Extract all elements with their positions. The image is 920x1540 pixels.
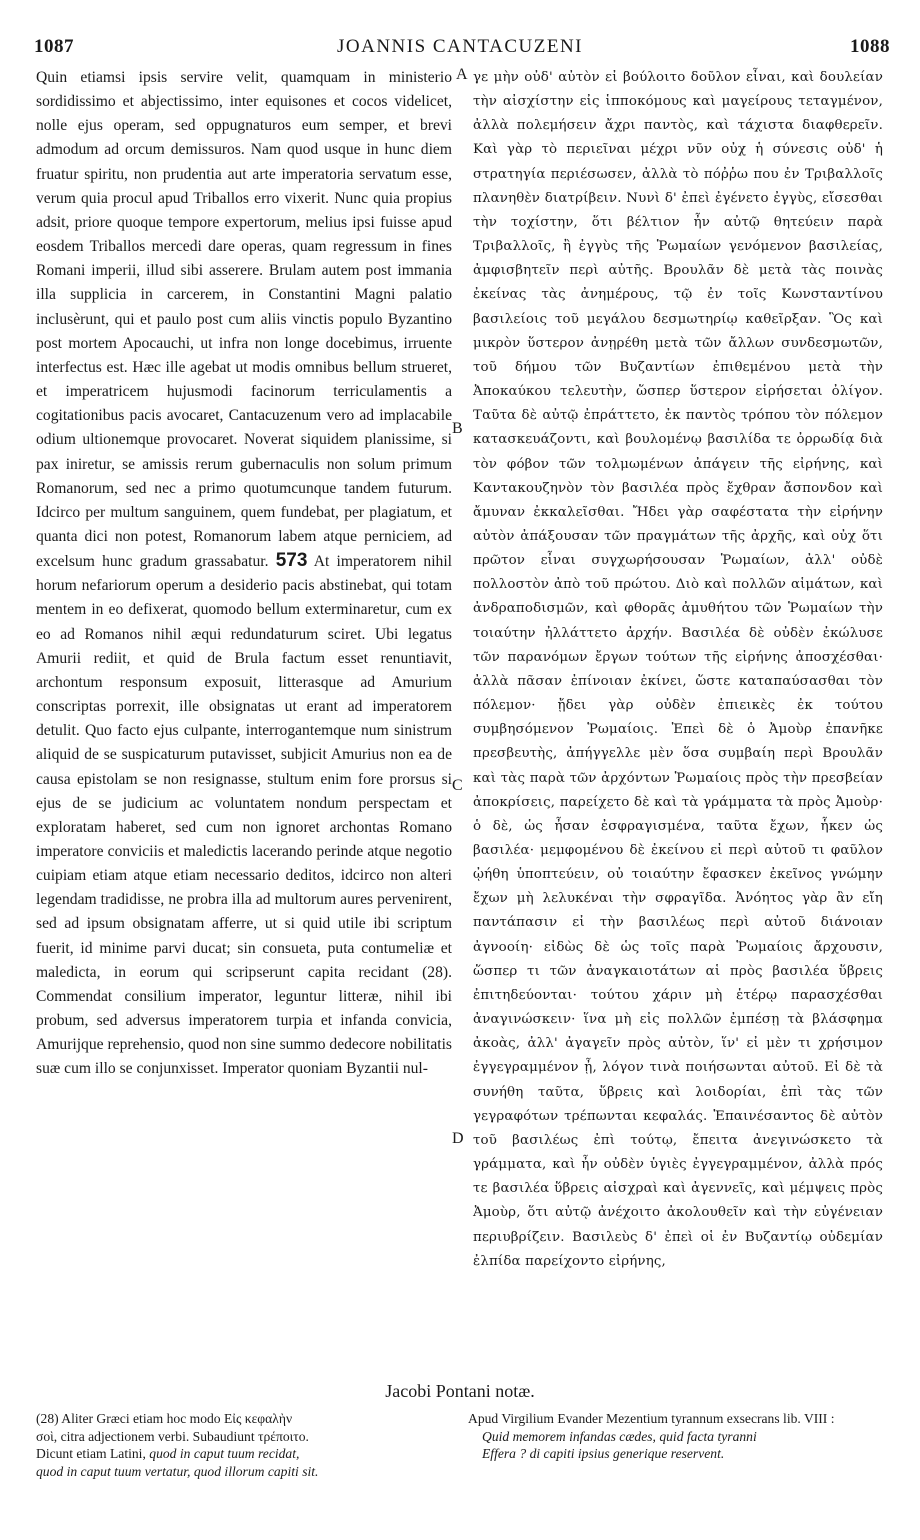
note-left bbox=[36, 1410, 456, 1480]
greek-text: γε μὴν οὐδ' αὐτὸν εἰ βούλοιτο δοῦλον εἶναι, καὶ δουλείαν τὴν αἰσχίστην εἰς ἱπποκόμους καὶ μαγείρους τεταγμένον, ἀλλὰ πολεμήσειν ἄχρι παντὸς, καὶ τάχιστα διαφθερεῖν. Καὶ γὰρ τὸ περιεῖναι μέχρι νῦν οὐχ ἡ σύνεσις οὐδ' ἡ στρατηγία περιέσωσεν, ἀλλὰ τὸ πόῤῥω που ἐν Τριβαλλοῖς πλανηθὲν διατρίβειν. Νυνὶ δ' ἐπεὶ ἐγένετο ἐγγὺς, εἴσεσθαι τὴν τοχίστην, ὅτι βέλτιον ἦν αὐτῷ θητεύειν παρὰ Τριβαλλοῖς, ἢ ἐγγὺς τῆς Ῥωμαίων γενόμενον βασιλείας, ἀμφισβητεῖν περὶ αὐτῆς. Βρουλᾶν δὲ μετὰ τὰς ποινὰς ἐκείνας τὰς ἀνημέρους, τῷ ἐν τοῖς Κωνσταντίνου βασιλείοις τοῦ μεγάλου δεσμωτηρίῳ καθεῖρξαν. Ὃς καὶ μικρὸν ὕστερον ἀνῃρέθη μετὰ τῶν ἄλλων συνδεσμωτῶν, τοῦ δήμου τῶν Βυζαντίων ἐπιθεμένου μετὰ τὴν Ἀποκαύκου τελευτὴν, ὥσπερ ὕστερον εἰρήσεται ὀλίγον. Ταῦτα δὲ αὐτῷ ἐπράττετο, ἐκ παντὸς τρόπου τὸν πόλεμον κατασκευάζοντι, καὶ βουλομένῳ βασιλίδα τε ὀρρωδίᾳ διὰ τὸν φόβον τῶν τολμωμένων ἀπάγειν τῆς εἰρήνης, καὶ Καντακουζηνὸν τὸν βασιλέα πρὸς ἔχθραν ἄσπονδον καὶ ἄμυναν ἐκκαλεῖσθαι. Ἤδει γὰρ σαφέστατα τὴν εἰρήνην αὐτὸν ἀπάξουσαν τῶν πραγμάτων τῆς ἀρχῆς, καὶ οὐχ ὅτι πρῶτον εἶναι συγχωρήσουσαν Ῥωμαίων, ἀλλ' οὐδὲ πολλοστὸν ἀπὸ τοῦ πρώτου. Διὸ καὶ πολλῶν αἱμάτων, καὶ ἀνδραποδισμῶν, καὶ φθορᾶς ἀμυθήτου τῶν Ῥωμαίων τὴν τοιαύτην ἠλλάττετο ἀρχήν. Βασιλέα δὲ οὐδὲν ἐκώλυσε τῶν παρανόμων ἔργων τούτων τῆς εἰρήνης ἀποσχέσθαι· ἀλλὰ πᾶσαν ἐπίνοιαν ἐκίνει, ὥστε καταπαύσασθαι τὸν πόλεμον· ᾔδει γὰρ οὐδὲν ἐπιεικὲς ἐκ τούτου συμβησόμενον Ῥωμαίοις. Ἐπεὶ δὲ ὁ Ἀμοὺρ ἐπανῆκε πρεσβευτὴς, ἀπήγγελλε μὲν ὅσα συμβαίη περὶ Βρουλᾶν καὶ τὰς παρὰ τῶν ἀρχόντων Ῥωμαίοις πρὸς τὴν πρεσβείαν ἀποκρίσεις, παρείχετο δὲ καὶ τὰ γράμματα τὰ πρὸς Ἀμοὺρ· ὁ δὲ, ὡς ἦσαν ἐσφραγισμένα, ταῦτα ἔχων, ἧκεν ὡς βασιλέα· μεμφομένου δὲ ἐκείνου εἰ περὶ αὐτοῦ τι φαῦλον ᾠήθη ὑποπτεύειν, οὐ τοιαύτην ἔφασκεν ἐκεῖνος γνώμην ἔχων μὴ λελυκέναι τὴν σφραγῖδα. Ἀνόητος γὰρ ἂν εἴη παντάπασιν εἰ τὴν βασιλέως περὶ αὐτοῦ διάνοιαν ἀγνοοίη· εἰδὼς δὲ ὡς τοῖς παρὰ Ῥωμαίοις ἄρχουσιν, ὥσπερ τι τῶν ἀναγκαιοτάτων αἱ πρὸς βασιλέα ὕβρεις ἐπιτηδεύονται· τούτου χάριν μὴ ἑτέρῳ παρασχέσθαι ἀναγινώσκειν· ἵνα μὴ εἰς πολλῶν ἐμπέσῃ τὰ βλάσφημα ἀκοὰς, ἀλλ' ἀγαγεῖν πρὸς αὐτὸν, ἵν' εἰ μὲν τι χρήσιμον ἐγγεγραμμένον ᾖ, λόγον τινὰ ποιήσωνται αὐτοῦ. Εἰ δὲ τὰ συνήθη ταῦτα, ὕβρεις καὶ λοιδορίαι, ἐπὶ τὰς τῶν γεγραφότων τρέπωνται κεφαλάς. Ἐπαινέσαντος δὲ αὐτὸν τοῦ βασιλέως ἐπὶ τούτῳ, ἔπειτα ἀνεγινώσκετο τὰ γράμματα, καὶ ἦν οὐδὲν ὑγιὲς ἐγγεγραμμένον, ἀλλὰ πρός τε βασιλέα ὕβρεις αἰσχραὶ καὶ ἀγεννεῖς, καὶ μέμψεις πρὸς Ἀμοὺρ, ὅτι αὐτῷ ἀνέχοιτο ἀκολουθεῖν καὶ τὴν εὐγένειαν περιυβρίζειν. Βασιλεὺς δ' ἐπεὶ οἱ ἐν Βυζαντίῳ οὐδεμίαν ἐλπίδα παρείχοντο εἰρήνης, bbox=[473, 70, 883, 1269]
latin-text bbox=[36, 66, 452, 1082]
margin-marker-b: B bbox=[452, 420, 463, 437]
latin-text-part-1: Quin etiamsi ipsis servire velit, quamquam in ministerio sordidissimo et abjectissimo, inter equisones et cocos videlicet, nolle ejus operam, sed oppugnaturos eum semper, et brevi admodum ad orcum demissuros. Nam quod usque in hunc diem fruatur spiritu, non prudentia aut arte imperatoria servatum esse, verum quia procul apud Triballos erro vixerit. Nunc quia propius adsit, priore quoque tempore expertorum, melius ipsi fuisse apud eosdem Triballos mercedi dare operas, quam regressum in fines Romani imperii, illud sibi asserere. Brulam autem post immania illa supplicia in carcerem, in Constantini Magni palatio inclusèrunt, qui et paulo post cum aliis vinctis populo Byzantino post mortem Apocauchi, ut infra non longe docebimus, irruente interfectus est. Hæc ille agebat ut modis omnibus bellum strueret, et imperatricem hujusmodi facinorum terriculamentis a cogitationibus pacis avocaret, Cantacuzenum vero ad implacabile odium ultionemque provocaret. Noverat siquidem planissime, si pax iniretur, se amissis rerum gubernaculis non solum primum Romanorum, sed nec a primo quotumcunque tandem futurum. Idcirco per multum sanguinem, quem fundebat, per plagiatum, et quanta dici non potest, Romanorum labem atque perniciem, ad excelsum hunc gradum grassabatur. bbox=[36, 69, 452, 571]
margin-marker-a: A bbox=[456, 66, 468, 83]
page-number-left: 1087 bbox=[34, 36, 74, 57]
latin-column bbox=[36, 66, 452, 1082]
note-right-text: Apud Virgilium Evander Mezentium tyrannum exsecrans lib. VIII : bbox=[468, 1411, 835, 1426]
latin-text-part-2: At imperatorem nihil horum nefariorum operum a desiderio pacis abstinebat, qui totam mentem in eo defixerat, quomodo bellum exterminaretur, cum ex eo ad Romanos nihil æqui redundaturum sciret. Ubi legatus Amurii rediit, et quid de Brula factum esset renuntiavit, archontum responsum exposuit, litterasque ad Amurium conscriptas porrexit, ille obsignatas ut erant ad imperatorem detulit. Quo facto ejus culpante, interrogantemque num sinistrum aliquid de se suspicaturum putavisset, subjicit Amurius non ea de causa epistolam se non resignasse, stultum enim fore prorsus si ejus de se judicium ac voluntatem nondum perspectam et exploratam haberet, sed cum non ignoret archontas Romano imperatore conviciis et maledictis lacerando perinde atque negotio cuipiam etiam atque etiam necessario deditos, idcirco non alteri legendam tradidisse, ne probra illa ad multorum aures pervenirent, sed ad ipsum obsignatam afferre, ut si quid utile ibi scriptum fuerit, id minime parvi ducat; sin consueta, puta contumeliæ et maledicta, in eorum qui scripserunt capita recidant (28). Commendat consilium imperator, leguntur litteræ, nihil ibi probum, sed adversus imperatorem turpia et infanda convicia, Amurijque reprehensio, quod non sine summo dedecore nobilitatis suæ cum illo se conjunxisset. Imperator quoniam Byzantii nul- bbox=[36, 553, 452, 1078]
margin-marker-c: C bbox=[452, 777, 463, 794]
page-number-right: 1088 bbox=[850, 36, 890, 57]
margin-marker-d: D bbox=[452, 1130, 464, 1147]
note-right-verse: Effera ? di capiti ipsius generique reservent. bbox=[482, 1446, 725, 1461]
note-right-verse: Quid memorem infandas cædes, quid facta tyranni bbox=[482, 1428, 757, 1444]
note-left-line bbox=[36, 1445, 456, 1463]
greek-column bbox=[473, 66, 883, 1274]
note-left-line-text: Dicunt etiam Latini, bbox=[36, 1446, 146, 1461]
inline-page-number: 573 bbox=[275, 550, 308, 572]
notes-title: Jacobi Pontani notæ. bbox=[385, 1381, 535, 1401]
note-left-italic-quote: quod in caput tuum recidat, bbox=[149, 1446, 300, 1461]
note-right bbox=[468, 1410, 888, 1463]
running-title: JOANNIS CANTACUZENI bbox=[337, 36, 583, 57]
note-left-line: (28) Aliter Græci etiam hoc modo Εἰς κεφαλὴν bbox=[36, 1411, 293, 1426]
note-left-line: σοὶ, citra adjectionem verbi. Subaudiunt τρέποιτο. bbox=[36, 1428, 309, 1444]
running-header bbox=[0, 36, 920, 62]
note-left-italic-line: quod in caput tuum vertatur, quod illorum capiti sit. bbox=[36, 1463, 319, 1479]
